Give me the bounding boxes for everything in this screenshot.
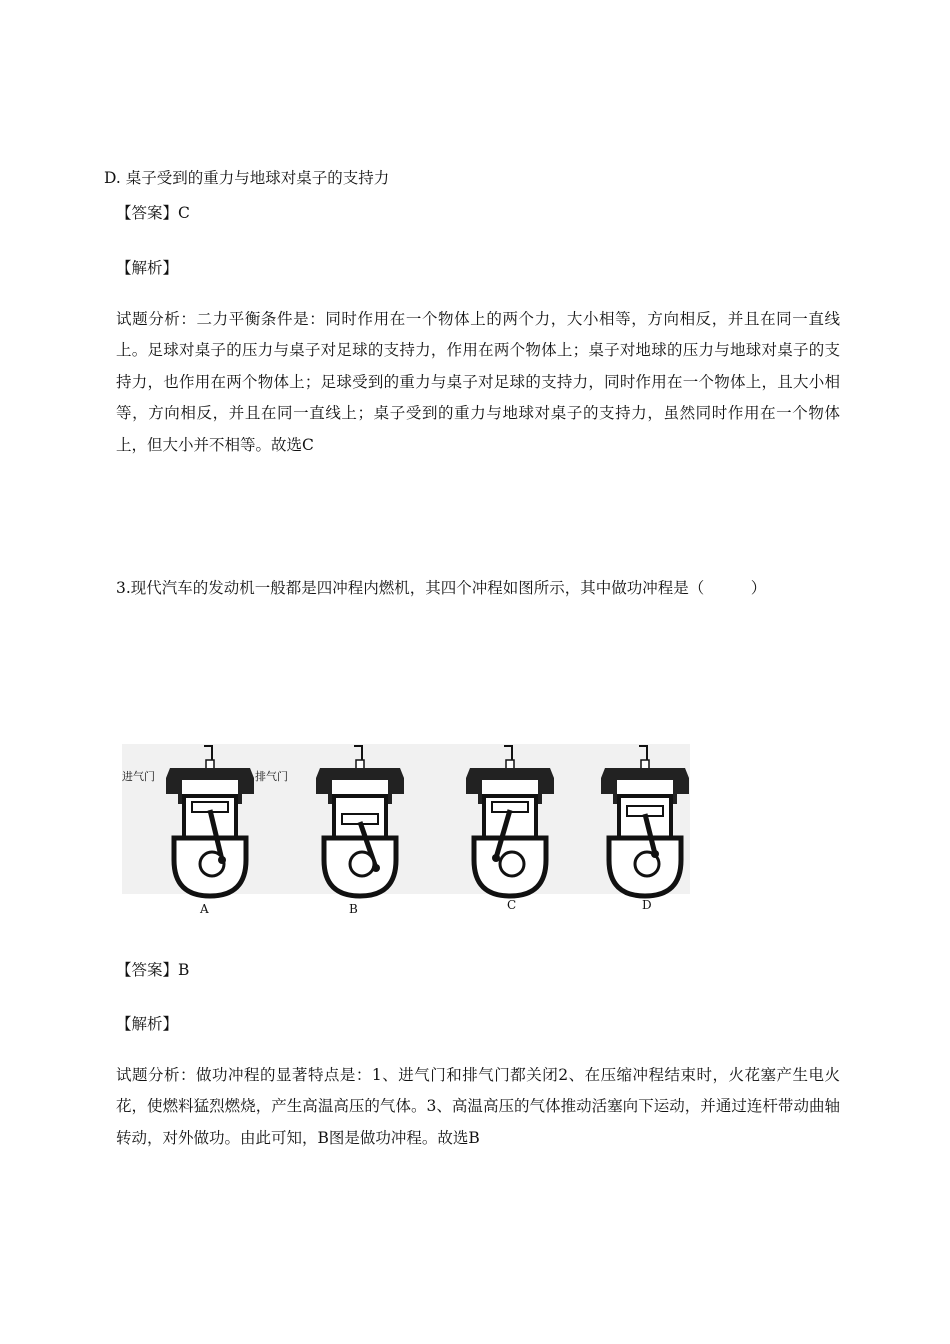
engine-strokes-figure [122,740,690,920]
exhaust-valve-label: 排气门 [255,770,288,783]
engine-diagram [122,740,690,920]
intake-valve-label: 进气门 [122,770,155,783]
analysis-title-q3: 【解析】 [116,1015,179,1033]
engine-label-c: C [507,898,517,912]
analysis-title-q2: 【解析】 [116,259,179,277]
answer-q2: 【答案】C [116,204,190,222]
question-3: 3.现代汽车的发动机一般都是四冲程内燃机，其四个冲程如图所示，其中做功冲程是（ ） [116,579,767,597]
engine-label-a: A [200,902,209,916]
engine-label-b: B [349,902,358,916]
analysis-text-q2: 试题分析：二力平衡条件是：同时作用在一个物体上的两个力，大小相等，方向相反，并且在同一直线上。足球对桌子的压力与桌子对足球的支持力，作用在两个物体上；桌子对地球的压力与地球对桌子的支持力，也作用在两个物体上；足球受到的重力与桌子对足球的支持力，同时作用在一个物体上，且大小相等，方向相反，并且在同一直线上；桌子受到的重力与地球对桌子的支持力，虽然同时作用在一个物体上，但大小并不相等。故选C [116,310,840,454]
engine-label-d: D [642,898,652,912]
answer-q3: 【答案】B [116,961,190,979]
option-d: D. 桌子受到的重力与地球对桌子的支持力 [104,169,390,187]
analysis-text-q3: 试题分析：做功冲程的显著特点是：1、进气门和排气门都关闭2、在压缩冲程结束时，火花塞产生电火花，使燃料猛烈燃烧，产生高温高压的气体。3、高温高压的气体推动活塞向下运动，并通过连杆带动曲轴转动，对外做功。由此可知，B图是做功冲程。故选B [116,1066,840,1147]
